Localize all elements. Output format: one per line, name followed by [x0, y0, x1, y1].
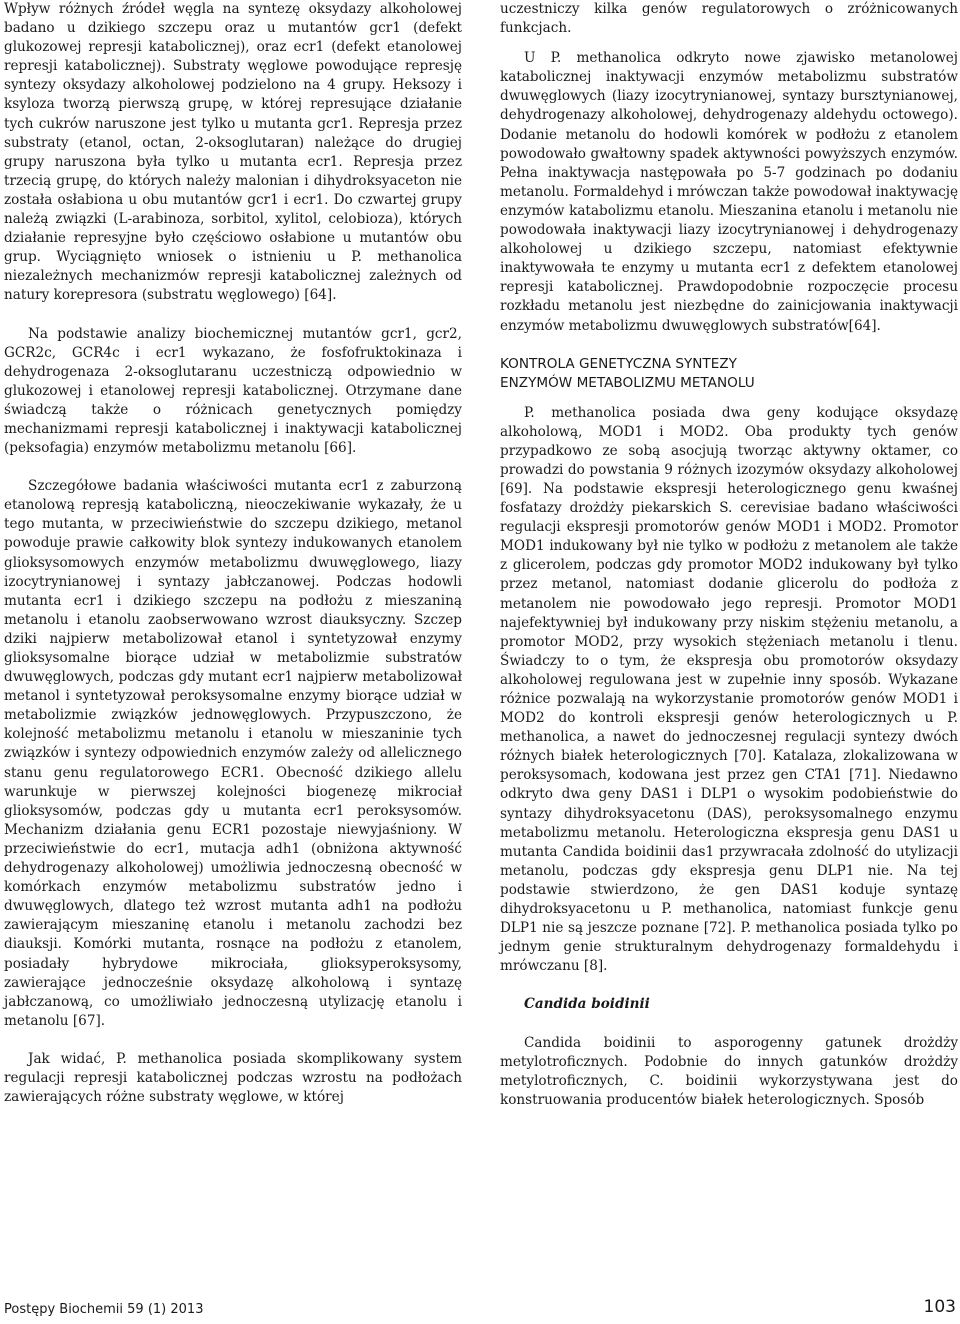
section-heading-line: ENZYMÓW METABOLIZMU METANOLU: [500, 374, 755, 391]
paragraph: Candida boidinii to asporogenny gatunek drożdży metylotroficznych. Podobnie do innych gatunków drożdży metylotroficznych, C. boidinii wykorzystywana jest do konstruowania producentów białek heterologicznych. Sposób: [500, 1034, 958, 1108]
right-column: [500, 0, 958, 1110]
left-column: [4, 0, 462, 1107]
page-number: 103: [923, 1297, 956, 1317]
paragraph: Na podstawie analizy biochemicznej mutantów gcr1, gcr2, GCR2c, GCR4c i ecr1 wykazano, że fosfofruktokinaza i dehydrogenaza 2-oksoglutaranu uczestniczą odpowiednio w glukozowej i etanolowej represji katabolicznej. Otrzymane dane świadczą także o różnicach genetycznych pomiędzy mechanizmami represji katabolicznej i inaktywacji katabolicznej (peksofagia) enzymów metabolizmu metanolu [66].: [4, 325, 462, 457]
paragraph: U P. methanolica odkryto nowe zjawisko metanolowej katabolicznej inaktywacji enzymów metabolizmu substratów dwuwęglowych (liazy izocytrynianowej, syntazy bursztynianowej, dehydrogenazy alkoholowej, dehydrogenazy aldehydu octowego). Dodanie metanolu do hodowli komórek w podłożu z etanolem powodowało gwałtowny spadek aktywności powyższych enzymów. Pełna inaktywacja następowała po 5-7 godzinach po dodaniu metanolu. Formaldehyd i mrówczan także powodował inaktywację enzymów katabolizmu etanolu. Mieszanina etanolu i metanolu nie powodowała inaktywacji liazy izocytrynianowej i dehydrogenazy alkoholowej u dzikiego szczepu, natomiast efektywnie inaktywowała te enzymy u mutanta ecr1 z defektem etanolowej represji katabolicznej. Prawdopodobnie rozpoczęcie procesu rozkładu metanolu jest niezbędne do zainicjowania inaktywacji enzymów metabolizmu dwuwęglowych substratów[64].: [500, 50, 958, 334]
subsection-heading: Candida boidinii: [524, 996, 650, 1013]
section-heading-line: KONTROLA GENETYCZNA SYNTEZY: [500, 355, 737, 372]
paragraph: uczestniczy kilka genów regulatorowych o zróżnicowanych funkcjach.: [500, 1, 958, 37]
paragraph: P. methanolica posiada dwa geny kodujące oksydazę alkoholową, MOD1 i MOD2. Oba produkty tych genów przypadkowo ze sobą asocjują tworząc aktywny oktamer, co prowadzi do powstania 9 różnych izozymów oksydazy alkoholowej [69]. Na podstawie ekspresji heterologicznego genu kwaśnej fosfatazy drożdży piekarskich S. cerevisiae badano właściwości regulacji ekspresji promotorów genów MOD1 i MOD2. Promotor MOD1 indukowany był nie tylko w podłożu z metanolem ale także z glicerolem, podczas gdy promotor MOD2 indukowany był tylko przez metanol, natomiast dodanie glicerolu do podłoża z metanolem nie powodowało jego represji. Promotor MOD1 najefektywniej był indukowany przy niskim stężeniu metanolu, a promotor MOD2, przy wysokich stężeniach metanolu i tlenu. Świadczy to o tym, że ekspresja obu promotorów oksydazy alkoholowej regulowana jest w zupełnie inny sposób. Wykazane różnice pozwalają na wykorzystanie promotorów genów MOD1 i MOD2 do kontroli ekspresji genów heterologicznych u P. methanolica, a nawet do jednoczesnej regulacji syntezy dwóch różnych białek heterologicznych [70]. Katalaza, zlokalizowana w peroksysomach, kodowana jest przez gen CTA1 [71]. Niedawno odkryto dwa geny DAS1 i DLP1 o wysokim podobieństwie do syntazy dihydroksyacetonu (DAS), peroksysomalnego enzymu metabolizmu metanolu. Heterologiczna ekspresja genu DAS1 u mutanta Candida boidinii das1 przywracała zdolność do utylizacji metanolu, podczas gdy ekspresja genu DLP1 nie. Na tej podstawie stwierdzono, że gen DAS1 koduje syntazę dihydroksyacetonu u P. methanolica, natomiast funkcje genu DLP1 nie są jeszcze poznane [72]. P. methanolica posiada tylko po jednym genie strukturalnym dehydrogenazy formaldehydu i mrówczanu [8].: [500, 404, 958, 975]
journal-citation: Postępy Biochemii 59 (1) 2013: [4, 1302, 204, 1317]
section-heading: [500, 355, 958, 393]
paragraph: Szczegółowe badania właściwości mutanta ecr1 z zaburzoną etanolową represją kataboliczną, nieoczekiwanie wykazały, że u tego mutanta, w przeciwieństwie do szczepu dzikiego, metanol powoduje prawie całkowity blok syntezy indukowanych etanolem glioksysomowych enzymów metabolizmu dwuwęglowego, liazy izocytrynianowej i syntazy jabłczanowej. Podczas hodowli mutanta ecr1 i dzikiego szczepu na podłożu z mieszaniną metanolu i etanolu zaobserwowano wzrost diauksyczny. Szczep dziki najpierw metabolizował etanol i syntetyzował enzymy glioksysomalne biorące udział w metabolizmie substratów dwuwęglowych, podczas gdy mutant ecr1 najpierw metabolizował metanol i syntetyzował peroksysomalne enzymy biorące udział w metabolizmie związków jednowęglowych. Przypuszczono, że kolejność metabolizmu metanolu i etanolu w mieszaninie tych związków i syntezy odpowiednich enzymów zależy od allelicznego stanu genu regulatorowego ECR1. Obecność dzikiego allelu warunkuje w pierwszej kolejności biogenezę mikrociał glioksysomów, podczas gdy u mutanta ecr1 peroksysomów. Mechanizm działania genu ECR1 pozostaje niewyjaśniony. W przeciwieństwie do ecr1, mutacja adh1 (obniżona aktywność dehydrogenazy alkoholowej) umożliwia jednoczesną obecność w komórkach enzymów metabolizmu substratów jedno i dwuwęglowych, dlatego też wzrost mutanta adh1 na podłożu zawierającym mieszaninę etanolu i metanolu zachodzi bez diauksji. Komórki mutanta, rosnące na podłożu z etanolem, posiadały hybrydowe mikrociała, glioksyperoksysomy, zawierające jednocześnie oksydazę alkoholową i syntazę jabłczanową, co umożliwiało jednoczesną utylizację etanolu i metanolu [67].: [4, 478, 462, 1029]
paragraph: Jak widać, P. methanolica posiada skomplikowany system regulacji represji katabolicznej podczas wzrostu na podłożach zawierających różne substraty węglowe, w której: [4, 1050, 462, 1106]
paragraph: Wpływ różnych źródeł węgla na syntezę oksydazy alkoholowej badano u dzikiego szczepu oraz u mutantów gcr1 (defekt glukozowej represji katabolicznej), oraz ecr1 (defekt etanolowej represji katabolicznej). Substraty węglowe powodujące represję syntezy oksydazy alkoholowej podzielono na 4 grupy. Heksozy i ksyloza tworzą pierwszą grupę, w której represujące działanie tych cukrów naruszone jest tylko u mutanta gcr1. Represja przez substraty (etanol, octan, 2-oksoglutaran) należące do drugiej grupy naruszona była tylko u mutanta ecr1. Represja przez trzecią grupę, do których należy malonian i dihydroksyaceton nie została osłabiona u obu mutantów gcr1 i ecr1. Do czwartej grupy należą związki (L-arabinoza, sorbitol, xylitol, celobioza), których działanie represyjne było częściowo osłabione u mutantów obu grup. Wyciągnięto wniosek o istnieniu u P. methanolica niezależnych mechanizmów represji katabolicznej zależnych od natury korepresora (substratu węglowego) [64].: [4, 1, 462, 304]
